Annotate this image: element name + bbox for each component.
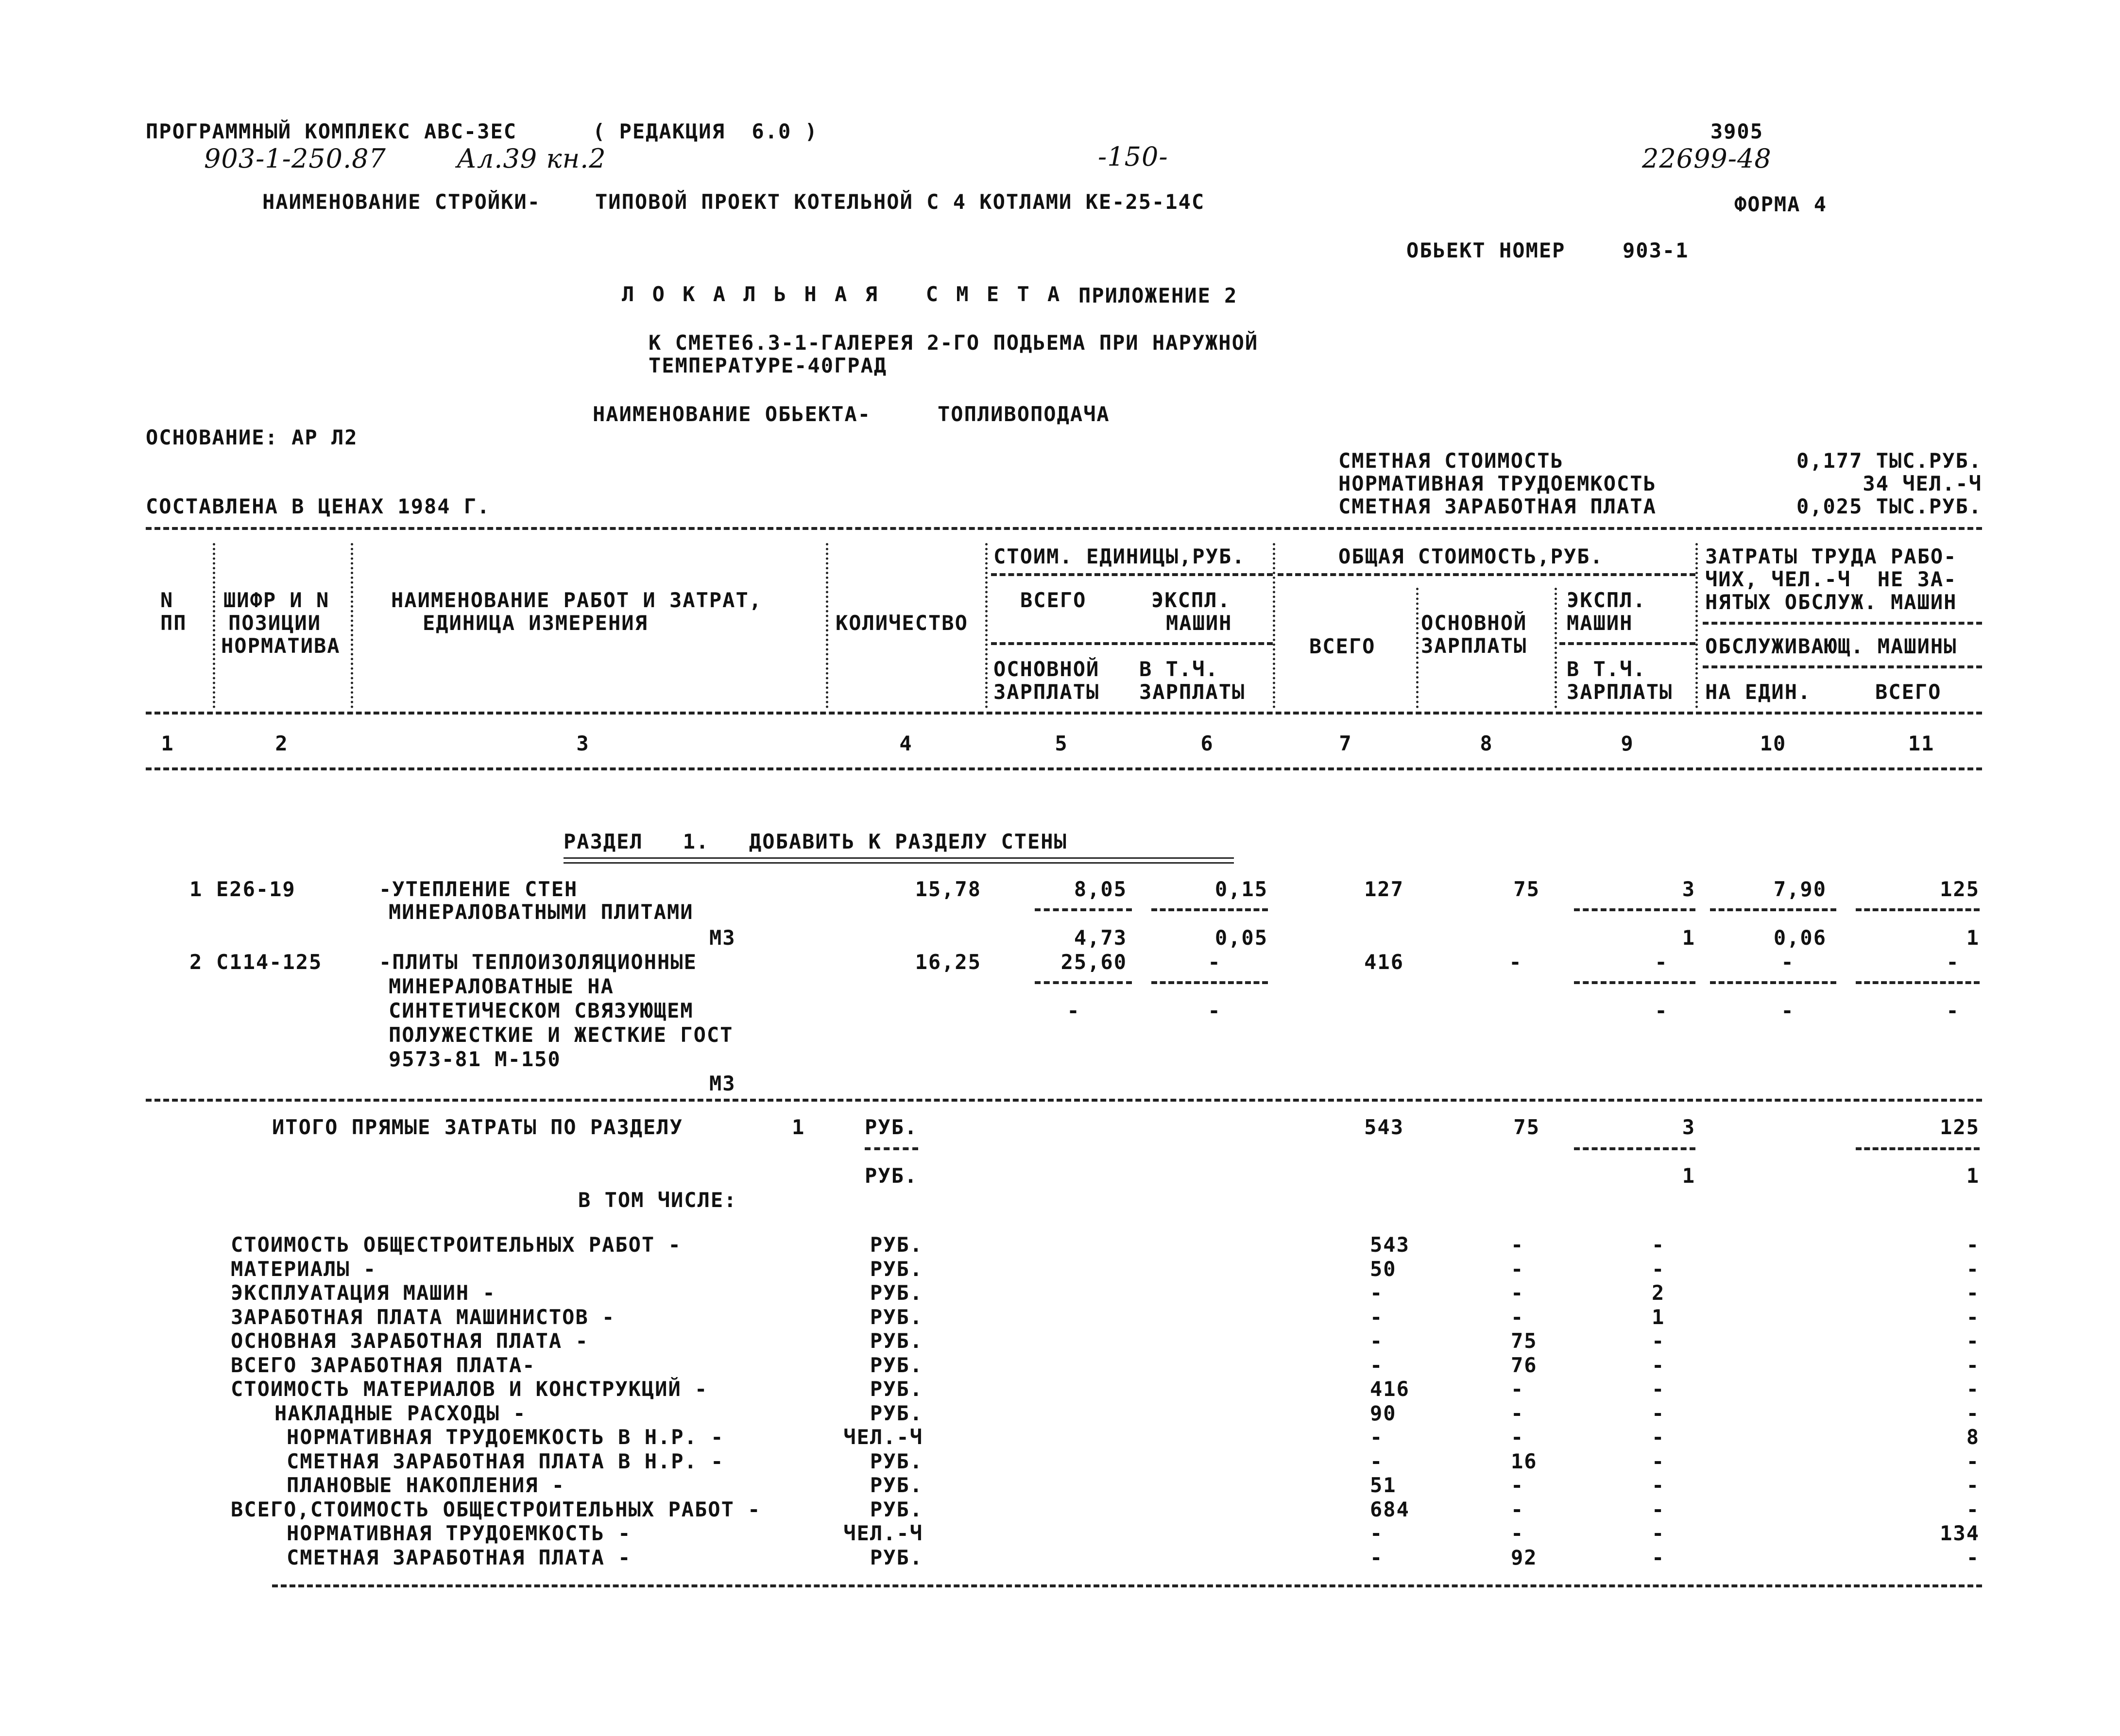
header-unit-total: ВСЕГО xyxy=(1020,588,1087,612)
item-name-line: МИНЕРАЛОВАТНЫЕ НА xyxy=(389,974,614,998)
section-title-underline xyxy=(564,862,1234,864)
breakdown-total-cost: - xyxy=(1370,1281,1384,1305)
breakdown-total-cost: 543 xyxy=(1370,1233,1410,1257)
breakdown-total-cost: 684 xyxy=(1370,1498,1410,1521)
breakdown-base-wage: - xyxy=(1511,1425,1524,1449)
header-code-line3: НОРМАТИВА xyxy=(221,634,341,658)
header-total-machines-line2: МАШИН xyxy=(1567,611,1633,635)
header-labor: ЗАТРАТЫ ТРУДА РАБО- xyxy=(1705,545,1957,568)
item-name-line: ПОЛУЖЕСТКИЕ И ЖЕСТКИЕ ГОСТ xyxy=(389,1023,734,1047)
breakdown-machines: - xyxy=(1652,1449,1665,1473)
breakdown-base-wage: 75 xyxy=(1511,1329,1538,1353)
breakdown-label: ВСЕГО ЗАРАБОТНАЯ ПЛАТА- xyxy=(231,1353,536,1377)
breakdown-machines: - xyxy=(1652,1233,1665,1257)
breakdown-base-wage: - xyxy=(1511,1473,1524,1497)
section-total-number: 1 xyxy=(792,1115,805,1139)
item-labor-total: - xyxy=(1946,950,1960,974)
header-total-cost: ОБЩАЯ СТОИМОСТЬ,РУБ. xyxy=(1338,545,1604,568)
section-total-base-wage: 75 xyxy=(1513,1115,1540,1139)
subtitle-line-1: К СМЕТЕ6.3-1-ГАЛЕРЕЯ 2-ГО ПОДЬЕМА ПРИ НАРУЖНОЙ xyxy=(649,331,1259,355)
column-divider xyxy=(1416,588,1419,708)
header-sub-rule xyxy=(991,573,1273,576)
form-number: ФОРМА 4 xyxy=(1734,192,1828,216)
document-title: Л О К А Л Ь Н А Я С М Е Т А xyxy=(622,282,1063,306)
cell-divider xyxy=(1856,1147,1980,1150)
cell-divider xyxy=(865,1147,918,1150)
item-name-line: 9573-81 М-150 xyxy=(389,1047,561,1071)
breakdown-total-cost: 90 xyxy=(1370,1401,1397,1425)
column-number: 6 xyxy=(1200,732,1214,755)
item-total-base-wage: 75 xyxy=(1513,877,1540,901)
breakdown-unit: РУБ. xyxy=(870,1473,923,1497)
header-labor-total: ВСЕГО xyxy=(1875,680,1942,704)
breakdown-labor: - xyxy=(1966,1281,1980,1305)
breakdown-label: НОРМАТИВНАЯ ТРУДОЕМКОСТЬ В Н.Р. - xyxy=(287,1425,724,1449)
breakdown-machines: - xyxy=(1652,1425,1665,1449)
breakdown-unit: РУБ. xyxy=(870,1257,923,1281)
breakdown-machines: - xyxy=(1652,1257,1665,1281)
breakdown-base-wage: - xyxy=(1511,1521,1524,1545)
breakdown-total-cost: - xyxy=(1370,1449,1384,1473)
column-number: 5 xyxy=(1055,732,1068,755)
cell-divider xyxy=(1710,908,1836,911)
breakdown-labor: - xyxy=(1966,1353,1980,1377)
breakdown-base-wage: 76 xyxy=(1511,1353,1538,1377)
breakdown-label: ЭКСПЛУАТАЦИЯ МАШИН - xyxy=(231,1281,496,1305)
breakdown-machines: - xyxy=(1652,1546,1665,1569)
breakdown-unit: ЧЕЛ.-Ч xyxy=(843,1425,923,1449)
header-total-incl-wage-line2: ЗАРПЛАТЫ xyxy=(1567,680,1673,704)
item-unit-base-wage: - xyxy=(1067,999,1080,1022)
breakdown-base-wage: 16 xyxy=(1511,1449,1538,1473)
cell-divider xyxy=(1574,908,1695,911)
breakdown-machines: - xyxy=(1652,1498,1665,1521)
breakdown-base-wage: - xyxy=(1511,1401,1524,1425)
header-work-name: НАИМЕНОВАНИЕ РАБОТ И ЗАТРАТ, xyxy=(391,588,763,612)
breakdown-total-cost: - xyxy=(1370,1329,1384,1353)
breakdown-total-cost: 51 xyxy=(1370,1473,1397,1497)
column-number: 9 xyxy=(1621,732,1634,755)
handwritten-page-number: -150- xyxy=(1098,141,1168,172)
column-number: 1 xyxy=(161,732,174,755)
header-work-unit: ЕДИНИЦА ИЗМЕРЕНИЯ xyxy=(423,611,648,635)
breakdown-unit: ЧЕЛ.-Ч xyxy=(843,1521,923,1545)
breakdown-machines: - xyxy=(1652,1329,1665,1353)
breakdown-total-cost: - xyxy=(1370,1353,1384,1377)
breakdown-labor: - xyxy=(1966,1377,1980,1401)
breakdown-labor: - xyxy=(1966,1449,1980,1473)
breakdown-labor: 134 xyxy=(1940,1521,1980,1545)
breakdown-label: ВСЕГО,СТОИМОСТЬ ОБЩЕСТРОИТЕЛЬНЫХ РАБОТ - xyxy=(231,1498,761,1521)
header-quantity: КОЛИЧЕСТВО xyxy=(836,611,968,635)
item-name-line: СИНТЕТИЧЕСКОМ СВЯЗУЮЩЕМ xyxy=(389,999,694,1022)
breakdown-base-wage: - xyxy=(1511,1281,1524,1305)
section-title: РАЗДЕЛ 1. ДОБАВИТЬ К РАЗДЕЛУ СТЕНЫ xyxy=(564,830,1067,853)
section-total-incl-wage: 1 xyxy=(1682,1164,1695,1188)
breakdown-unit: РУБ. xyxy=(870,1329,923,1353)
breakdown-unit: РУБ. xyxy=(870,1401,923,1425)
cell-divider xyxy=(1856,908,1980,911)
bottom-rule xyxy=(272,1584,1982,1587)
header-code-line2: ПОЗИЦИИ xyxy=(228,611,322,635)
cell-divider xyxy=(1035,908,1132,911)
breakdown-label: СТОИМОСТЬ ОБЩЕСТРОИТЕЛЬНЫХ РАБОТ - xyxy=(231,1233,682,1257)
section-total-unit-2: РУБ. xyxy=(865,1164,918,1188)
section-total-label: ИТОГО ПРЯМЫЕ ЗАТРАТЫ ПО РАЗДЕЛУ xyxy=(272,1115,683,1139)
item-unit-machines: 0,15 xyxy=(1214,877,1268,901)
section-total-all: 543 xyxy=(1364,1115,1404,1139)
breakdown-labor: 8 xyxy=(1966,1425,1980,1449)
item-labor-unit-2: - xyxy=(1781,999,1795,1022)
column-number: 10 xyxy=(1760,732,1787,755)
cell-divider xyxy=(1856,981,1980,984)
column-number: 7 xyxy=(1339,732,1352,755)
header-sub-rule xyxy=(1559,642,1695,645)
item-unit-incl-wage: - xyxy=(1208,999,1221,1022)
handwritten-project-code: 903-1-250.87 xyxy=(204,143,386,174)
column-number: 3 xyxy=(576,732,590,755)
breakdown-total-cost: - xyxy=(1370,1305,1384,1329)
header-unit-machines: ЭКСПЛ. xyxy=(1151,588,1231,612)
breakdown-base-wage: - xyxy=(1511,1257,1524,1281)
item-quantity: 16,25 xyxy=(915,950,981,974)
header-labor-line3: НЯТЫХ ОБСЛУЖ. МАШИН xyxy=(1705,590,1957,614)
column-divider xyxy=(1555,588,1557,708)
item-unit-total: 8,05 xyxy=(1074,877,1127,901)
column-divider xyxy=(1273,543,1275,708)
cell-divider xyxy=(1035,981,1132,984)
summary-label-3: СМЕТНАЯ ЗАРАБОТНАЯ ПЛАТА xyxy=(1338,494,1657,518)
item-total-incl-wage: 1 xyxy=(1682,926,1695,950)
section-title-underline xyxy=(564,857,1234,859)
column-divider xyxy=(1695,543,1698,708)
item-name-line: -ПЛИТЫ ТЕПЛОИЗОЛЯЦИОННЫЕ xyxy=(379,950,697,974)
cell-divider xyxy=(1151,981,1268,984)
breakdown-base-wage: - xyxy=(1511,1233,1524,1257)
breakdown-base-wage: 92 xyxy=(1511,1546,1538,1569)
column-divider xyxy=(826,543,828,708)
column-number: 11 xyxy=(1908,732,1935,755)
breakdown-total-cost: 50 xyxy=(1370,1257,1397,1281)
table-top-rule xyxy=(146,527,1982,530)
breakdown-label: СМЕТНАЯ ЗАРАБОТНАЯ ПЛАТА В Н.Р. - xyxy=(287,1449,724,1473)
header-code: ШИФР И N xyxy=(223,588,330,612)
breakdown-unit: РУБ. xyxy=(870,1449,923,1473)
item-total-machines: - xyxy=(1655,950,1668,974)
item-quantity: 15,78 xyxy=(915,877,981,901)
breakdown-unit: РУБ. xyxy=(870,1546,923,1569)
header-unit-base-wage: ОСНОВНОЙ xyxy=(993,657,1100,681)
handwritten-album: Ал.39 кн.2 xyxy=(457,143,606,174)
item-unit-incl-wage: 0,05 xyxy=(1214,926,1268,950)
prices-year: СОСТАВЛЕНА В ЦЕНАХ 1984 Г. xyxy=(146,494,491,518)
item-unit-base-wage: 4,73 xyxy=(1074,926,1127,950)
appendix-label: ПРИЛОЖЕНИЕ 2 xyxy=(1078,284,1238,307)
header-unit-incl-wage-line2: ЗАРПЛАТЫ xyxy=(1139,680,1246,704)
header-labor-line2: ЧИХ, ЧЕЛ.-Ч НЕ ЗА- xyxy=(1705,567,1957,591)
item-labor-unit: - xyxy=(1781,950,1795,974)
column-number: 2 xyxy=(275,732,289,755)
summary-label-1: СМЕТНАЯ СТОИМОСТЬ xyxy=(1338,449,1564,473)
item-labor-unit: 7,90 xyxy=(1773,877,1827,901)
breakdown-total-cost: - xyxy=(1370,1546,1384,1569)
header-labor-unit: НА ЕДИН. xyxy=(1705,680,1812,704)
cell-divider xyxy=(1574,1147,1695,1150)
column-divider xyxy=(985,543,988,708)
item-total-all: 127 xyxy=(1364,877,1404,901)
header-total-machines: ЭКСПЛ. xyxy=(1567,588,1646,612)
breakdown-label: НОРМАТИВНАЯ ТРУДОЕМКОСТЬ - xyxy=(287,1521,632,1545)
item-labor-total-2: 1 xyxy=(1966,926,1980,950)
cell-divider xyxy=(1151,908,1268,911)
breakdown-labor: - xyxy=(1966,1233,1980,1257)
breakdown-label: ПЛАНОВЫЕ НАКОПЛЕНИЯ - xyxy=(287,1473,565,1497)
cell-divider xyxy=(1710,981,1836,984)
item-number: 2 xyxy=(189,950,203,974)
breakdown-machines: - xyxy=(1652,1353,1665,1377)
breakdown-label: НАКЛАДНЫЕ РАСХОДЫ - xyxy=(274,1401,527,1425)
item-unit: М3 xyxy=(709,926,736,950)
breakdown-label: СТОИМОСТЬ МАТЕРИАЛОВ И КОНСТРУКЦИЙ - xyxy=(231,1377,708,1401)
breakdown-label: ОСНОВНАЯ ЗАРАБОТНАЯ ПЛАТА - xyxy=(231,1329,589,1353)
breakdown-labor: - xyxy=(1966,1498,1980,1521)
object-number-value: 903-1 xyxy=(1623,238,1689,262)
including-label: В ТОМ ЧИСЛЕ: xyxy=(578,1188,737,1212)
stroika-label: НАИМЕНОВАНИЕ СТРОЙКИ- xyxy=(262,190,541,214)
summary-value-1: 0,177 ТЫС.РУБ. xyxy=(1796,449,1982,473)
item-name-line: -УТЕПЛЕНИЕ СТЕН xyxy=(379,877,578,901)
breakdown-base-wage: - xyxy=(1511,1377,1524,1401)
breakdown-unit: РУБ. xyxy=(870,1377,923,1401)
breakdown-machines: - xyxy=(1652,1473,1665,1497)
summary-value-2: 34 ЧЕЛ.-Ч xyxy=(1863,472,1982,495)
summary-value-3: 0,025 ТЫС.РУБ. xyxy=(1796,494,1982,518)
item-total-incl-wage: - xyxy=(1655,999,1668,1022)
header-sub-rule xyxy=(991,642,1273,645)
breakdown-label: МАТЕРИАЛЫ - xyxy=(231,1257,377,1281)
breakdown-total-cost: - xyxy=(1370,1425,1384,1449)
header-bottom-rule xyxy=(146,712,1982,715)
header-unit-incl-wage: В Т.Ч. xyxy=(1139,657,1219,681)
header-unit-cost: СТОИМ. ЕДИНИЦЫ,РУБ. xyxy=(993,545,1246,568)
header-total-incl-wage: В Т.Ч. xyxy=(1567,657,1646,681)
object-name-label: НАИМЕНОВАНИЕ ОБЬЕКТА- xyxy=(593,402,872,426)
breakdown-labor: - xyxy=(1966,1305,1980,1329)
item-labor-unit-2: 0,06 xyxy=(1773,926,1827,950)
breakdown-unit: РУБ. xyxy=(870,1498,923,1521)
header-total-base-wage: ОСНОВНОЙ xyxy=(1421,611,1527,635)
section-total-machines: 3 xyxy=(1682,1115,1695,1139)
section-total-unit: РУБ. xyxy=(865,1115,918,1139)
breakdown-machines: - xyxy=(1652,1401,1665,1425)
breakdown-base-wage: - xyxy=(1511,1305,1524,1329)
header-sub-rule xyxy=(1703,665,1982,668)
breakdown-unit: РУБ. xyxy=(870,1233,923,1257)
item-labor-total-2: - xyxy=(1946,999,1960,1022)
header-sub-rule xyxy=(1278,573,1695,576)
column-divider xyxy=(213,543,215,708)
header-unit-base-wage-line2: ЗАРПЛАТЫ xyxy=(993,680,1100,704)
item-number: 1 xyxy=(189,877,203,901)
breakdown-machines: - xyxy=(1652,1377,1665,1401)
breakdown-base-wage: - xyxy=(1511,1498,1524,1521)
breakdown-unit: РУБ. xyxy=(870,1305,923,1329)
breakdown-machines: 2 xyxy=(1652,1281,1665,1305)
section-total-labor: 125 xyxy=(1940,1115,1980,1139)
section-items-rule xyxy=(146,1099,1982,1102)
summary-label-2: НОРМАТИВНАЯ ТРУДОЕМКОСТЬ xyxy=(1338,472,1657,495)
object-name-value: ТОПЛИВОПОДАЧА xyxy=(938,402,1110,426)
breakdown-labor: - xyxy=(1966,1401,1980,1425)
breakdown-labor: - xyxy=(1966,1473,1980,1497)
item-labor-total: 125 xyxy=(1940,877,1980,901)
breakdown-total-cost: - xyxy=(1370,1521,1384,1545)
item-name-line: МИНЕРАЛОВАТНЫМИ ПЛИТАМИ xyxy=(389,900,694,924)
header-total-base-wage-line2: ЗАРПЛАТЫ xyxy=(1421,634,1527,658)
header-unit-machines-line2: МАШИН xyxy=(1166,611,1232,635)
breakdown-labor: - xyxy=(1966,1546,1980,1569)
header-total-all: ВСЕГО xyxy=(1309,634,1376,658)
sheet-number: 3905 xyxy=(1710,119,1763,143)
section-total-labor-2: 1 xyxy=(1966,1164,1980,1188)
program-edition: ( РЕДАКЦИЯ 6.0 ) xyxy=(593,119,818,143)
object-number-label: ОБЬЕКТ НОМЕР xyxy=(1406,238,1566,262)
item-code: Е26-19 xyxy=(216,877,296,901)
item-total-all: 416 xyxy=(1364,950,1404,974)
column-number: 8 xyxy=(1480,732,1493,755)
breakdown-labor: - xyxy=(1966,1329,1980,1353)
subtitle-line-2: ТЕМПЕРАТУРЕ-40ГРАД xyxy=(649,354,888,377)
item-unit-machines: - xyxy=(1208,950,1221,974)
header-number: N xyxy=(160,588,174,612)
column-divider xyxy=(351,543,353,708)
header-labor-line4: ОБСЛУЖИВАЮЩ. МАШИНЫ xyxy=(1705,634,1957,658)
breakdown-unit: РУБ. xyxy=(870,1353,923,1377)
basis: ОСНОВАНИЕ: АР Л2 xyxy=(146,425,358,449)
handwritten-inventory-number: 22699-48 xyxy=(1642,143,1772,174)
item-unit: М3 xyxy=(709,1072,736,1095)
breakdown-labor: - xyxy=(1966,1257,1980,1281)
breakdown-machines: 1 xyxy=(1652,1305,1665,1329)
breakdown-unit: РУБ. xyxy=(870,1281,923,1305)
breakdown-machines: - xyxy=(1652,1521,1665,1545)
stroika-value: ТИПОВОЙ ПРОЕКТ КОТЕЛЬНОЙ С 4 КОТЛАМИ КЕ-25-14С xyxy=(595,190,1205,214)
breakdown-label: ЗАРАБОТНАЯ ПЛАТА МАШИНИСТОВ - xyxy=(231,1305,615,1329)
cell-divider xyxy=(1574,981,1695,984)
breakdown-total-cost: 416 xyxy=(1370,1377,1410,1401)
header-sub-rule xyxy=(1703,622,1982,625)
column-numbers-rule xyxy=(146,767,1982,770)
breakdown-label: СМЕТНАЯ ЗАРАБОТНАЯ ПЛАТА - xyxy=(287,1546,632,1569)
item-total-base-wage: - xyxy=(1509,950,1522,974)
item-total-machines: 3 xyxy=(1682,877,1695,901)
item-unit-total: 25,60 xyxy=(1060,950,1127,974)
item-code: С114-125 xyxy=(216,950,323,974)
header-number-line2: ПП xyxy=(160,611,187,635)
column-number: 4 xyxy=(899,732,913,755)
program-name: ПРОГРАММНЫЙ КОМПЛЕКС АВС-3ЕС xyxy=(146,119,517,143)
